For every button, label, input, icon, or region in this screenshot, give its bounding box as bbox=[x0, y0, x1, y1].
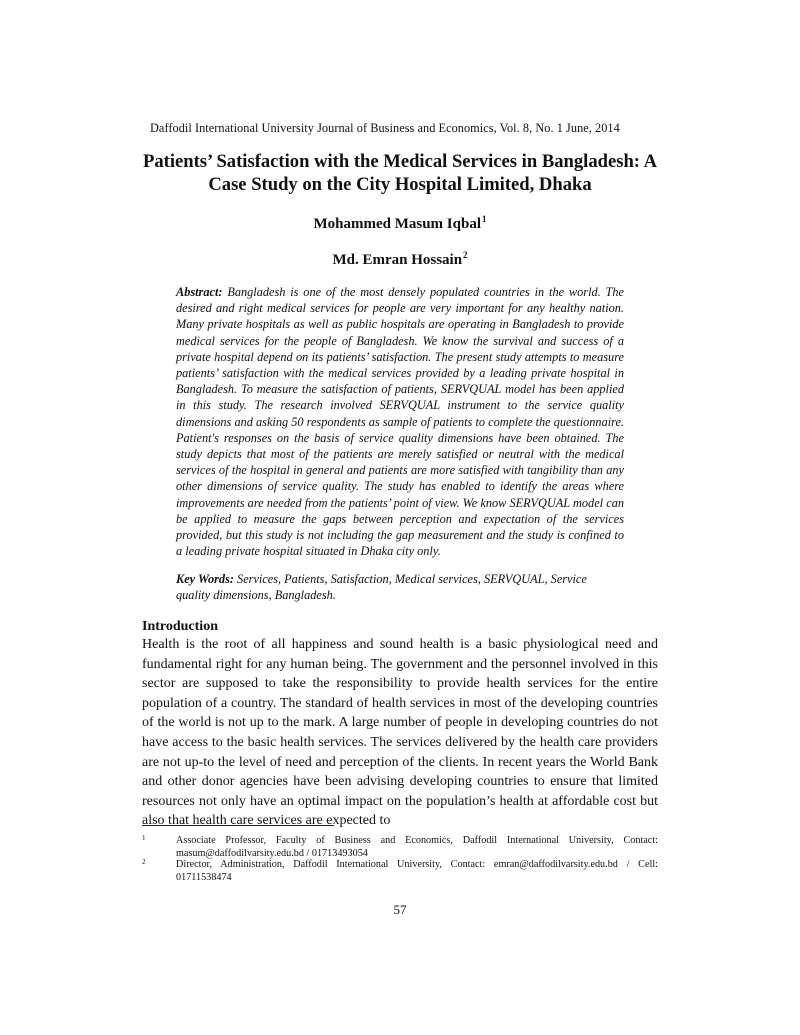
author-1-name: Mohammed Masum Iqbal bbox=[313, 216, 481, 232]
footnote-2 bbox=[142, 859, 658, 884]
footnote-2-text: Director, Administration, Daffodil International University, Contact: emran@daffodilvarsity.edu.bd / Cell: 01711538474 bbox=[176, 859, 658, 883]
paper-title-line-1: Patients’ Satisfaction with the Medical Services in Bangladesh: A bbox=[142, 151, 658, 172]
keywords-text: Services, Patients, Satisfaction, Medical services, SERVQUAL, Service quality dimensions, Bangladesh. bbox=[176, 572, 587, 603]
author-2-name: Md. Emran Hossain bbox=[332, 252, 463, 268]
footnote-1-mark: 1 bbox=[142, 834, 146, 842]
footnote-1 bbox=[142, 835, 658, 860]
footnote-divider bbox=[142, 825, 334, 826]
abstract-text: Bangladesh is one of the most densely populated countries in the world. The desired and right medical services for people are very important for any healthy nation. Many private hospitals as well as public hospitals are operating in Bangladesh to provide medical services for the people of Bangladesh. We know the survival and success of a private hospital depend on its patients’ satisfaction. The present study attempts to measure patients’ satisfaction with the medical services provided by a leading private hospital in Bangladesh. To measure the satisfaction of patients, SERVQUAL model has been applied in this study. The research involved SERVQUAL instrument to the service quality dimensions and asking 50 respondents as sample of patients to complete the questionnaire. Patient's responses on the basis of service quality dimensions have been obtained. The study depicts that most of the patients are merely satisfied or neutral with the medical services of the hospital in general and patients are more satisfied with tangibility than any other dimensions of service quality. The study has enabled to identify the areas where improvements are needed from the patients’ point of view. We know SERVQUAL model can be applied to measure the gaps between perception and expectation of the services provided, but this study is not including the gap measurement and the study is confined to a leading private hospital situated in Dhaka city only. bbox=[176, 285, 625, 559]
paper-title bbox=[110, 150, 690, 196]
author-2 bbox=[0, 250, 800, 269]
footnote-1-text: Associate Professor, Faculty of Business and Economics, Daffodil International University, Contact: masum@daffodilvarsity.edu.bd / 01713493054 bbox=[176, 835, 658, 859]
footnote-2-mark: 2 bbox=[142, 858, 146, 866]
author-1-footnote-mark: 1 bbox=[482, 214, 487, 224]
keywords-label: Key Words: bbox=[176, 572, 234, 586]
page-number: 57 bbox=[393, 902, 407, 917]
section-heading-introduction: Introduction bbox=[142, 619, 218, 634]
running-head: Daffodil International University Journal of Business and Economics, Vol. 8, No. 1 June, 2014 bbox=[150, 121, 620, 135]
keywords bbox=[176, 571, 624, 603]
author-2-footnote-mark: 2 bbox=[463, 250, 468, 260]
introduction-body: Health is the root of all happiness and sound health is a basic physiological need and fundamental right for any human being. The government and the personnel involved in this sector are supposed to take the responsibility to provide health services for the entire population of a country. The standard of health services in most of the developing countries of the world is not up to the mark. A large number of people in developing countries do not have access to the basic health services. The services delivered by the health care providers are not up-to the level of need and perception of the clients. In recent years the World Bank and other donor agencies have been advising developing countries to ensure that limited resources not only have an optimal impact on the population’s health at affordable cost but also that health care services are expected to bbox=[142, 637, 658, 829]
author-1 bbox=[0, 214, 800, 233]
abstract bbox=[176, 284, 624, 559]
paper-title-line-2: Case Study on the City Hospital Limited, Dhaka bbox=[208, 174, 592, 195]
abstract-label: Abstract: bbox=[176, 285, 223, 299]
